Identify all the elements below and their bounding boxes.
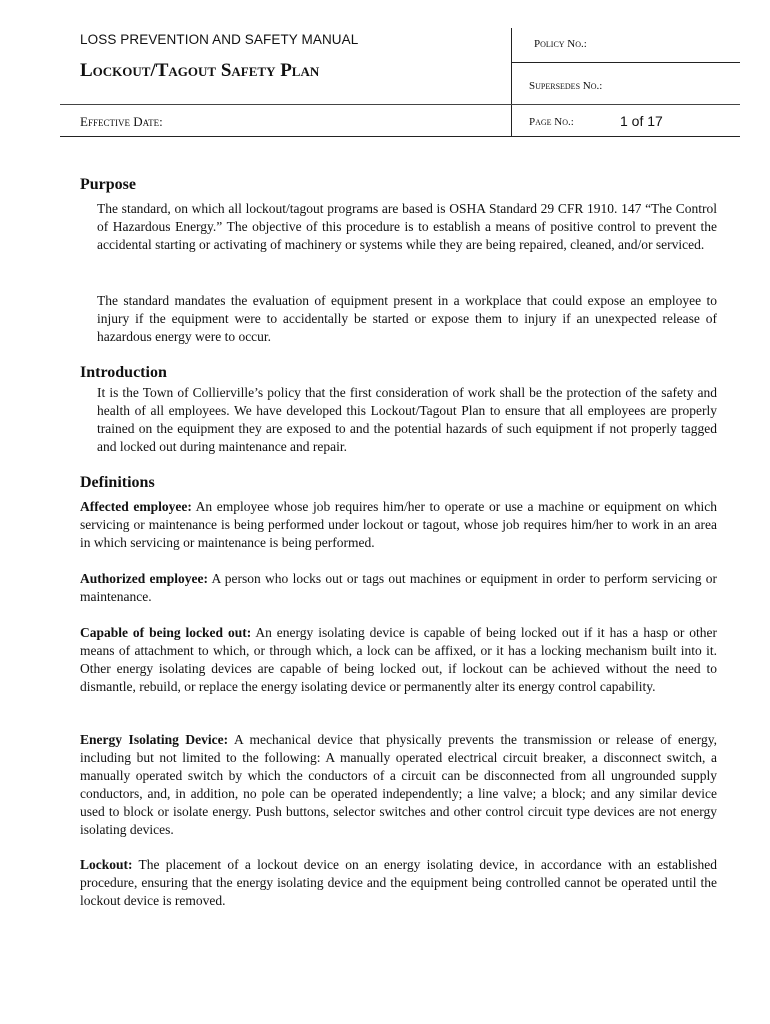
document-header (0, 0, 770, 140)
definition-capable-of-being-locked-out (80, 624, 717, 696)
plan-title: Lockout/Tagout Safety Plan (80, 60, 320, 81)
effective-date-label: Effective Date: (80, 114, 163, 129)
introduction-paragraph: It is the Town of Collierville’s policy that the first consideration of work shall be the protection of the safety and health of all employees. We have developed this Lockout/Tagout Plan to ensure that all employees are properly trained on the equipment they are exposed to and the potential hazards of such equipment if not properly tagged and locked out during maintenance and repair. (97, 385, 717, 454)
purpose-paragraph-2: The standard mandates the evaluation of equipment present in a workplace that could expose an employee to injury if the equipment were to accidentally be started or expose them to injury if an unexpected release of hazardous energy were to occur. (97, 293, 717, 344)
definition-term: Capable of being locked out: (80, 625, 252, 640)
page-number: 1 of 17 (620, 113, 663, 129)
header-divider-left (60, 104, 512, 105)
definition-term: Affected employee: (80, 499, 192, 514)
purpose-paragraph-1: The standard, on which all lockout/tagout programs are based is OSHA Standard 29 CFR 1910. 147 “The Control of Hazardous Energy.” The objective of this procedure is to establish a means of positive control to prevent the accidental starting or activating of machinery or systems while they are being repaired, cleaned, and/or serviced. (97, 201, 717, 252)
definition-term: Energy Isolating Device: (80, 732, 229, 747)
definitions-heading: Definitions (80, 474, 155, 491)
header-divider-right-middle (512, 104, 740, 105)
definition-text: An energy isolating device is capable of being locked out if it has a hasp or other means of attachment to which, or through which, a lock can be affixed, or it has a locking mechanism built into it. Other energy isolating devices are capable of being locked out, if lockout can be achieved without the need to dismantle, rebuild, or replace the energy isolating device or permanently alter its energy control capability. (80, 625, 717, 694)
manual-title: LOSS PREVENTION AND SAFETY MANUAL (80, 32, 359, 47)
definition-energy-isolating-device (80, 731, 717, 839)
definition-authorized-employee (80, 570, 717, 606)
purpose-heading: Purpose (80, 176, 136, 193)
introduction-heading: Introduction (80, 364, 167, 381)
definition-term: Authorized employee: (80, 571, 208, 586)
definition-text: A mechanical device that physically prevents the transmission or release of energy, including but not limited to the following: A manually operated electrical circuit breaker, a disconnect switch, a manually operated switch by which the conductors of a circuit can be disconnected from all ungrounded supply conductors, and, in addition, no pole can be operated independently; a line valve; a block; and any similar device used to block or isolate energy. Push buttons, selector switches and other control circuit type devices are not energy isolating devices. (80, 732, 718, 837)
page-no-label: Page No.: (529, 116, 574, 128)
header-divider-right-top (512, 62, 740, 63)
supersedes-no-label: Supersedes No.: (529, 80, 603, 92)
header-divider-bottom (60, 136, 740, 137)
definition-term: Lockout: (80, 857, 133, 872)
definition-text: The placement of a lockout device on an energy isolating device, in accordance with an established procedure, ensuring that the energy isolating device and the equipment being controlled cannot be operated until the lockout device is removed. (80, 857, 717, 908)
header-vertical-divider (511, 28, 512, 137)
policy-no-label: Policy No.: (534, 38, 587, 50)
definition-affected-employee (80, 498, 717, 552)
definition-text: A person who locks out or tags out machines or equipment in order to perform servicing or maintenance. (80, 571, 717, 604)
definition-text: An employee whose job requires him/her to operate or use a machine or equipment on which servicing or maintenance is being performed under lockout or tagout, whose job requires him/her to work in an area in which servicing or maintenance is being performed. (80, 499, 717, 550)
definition-lockout (80, 856, 717, 910)
